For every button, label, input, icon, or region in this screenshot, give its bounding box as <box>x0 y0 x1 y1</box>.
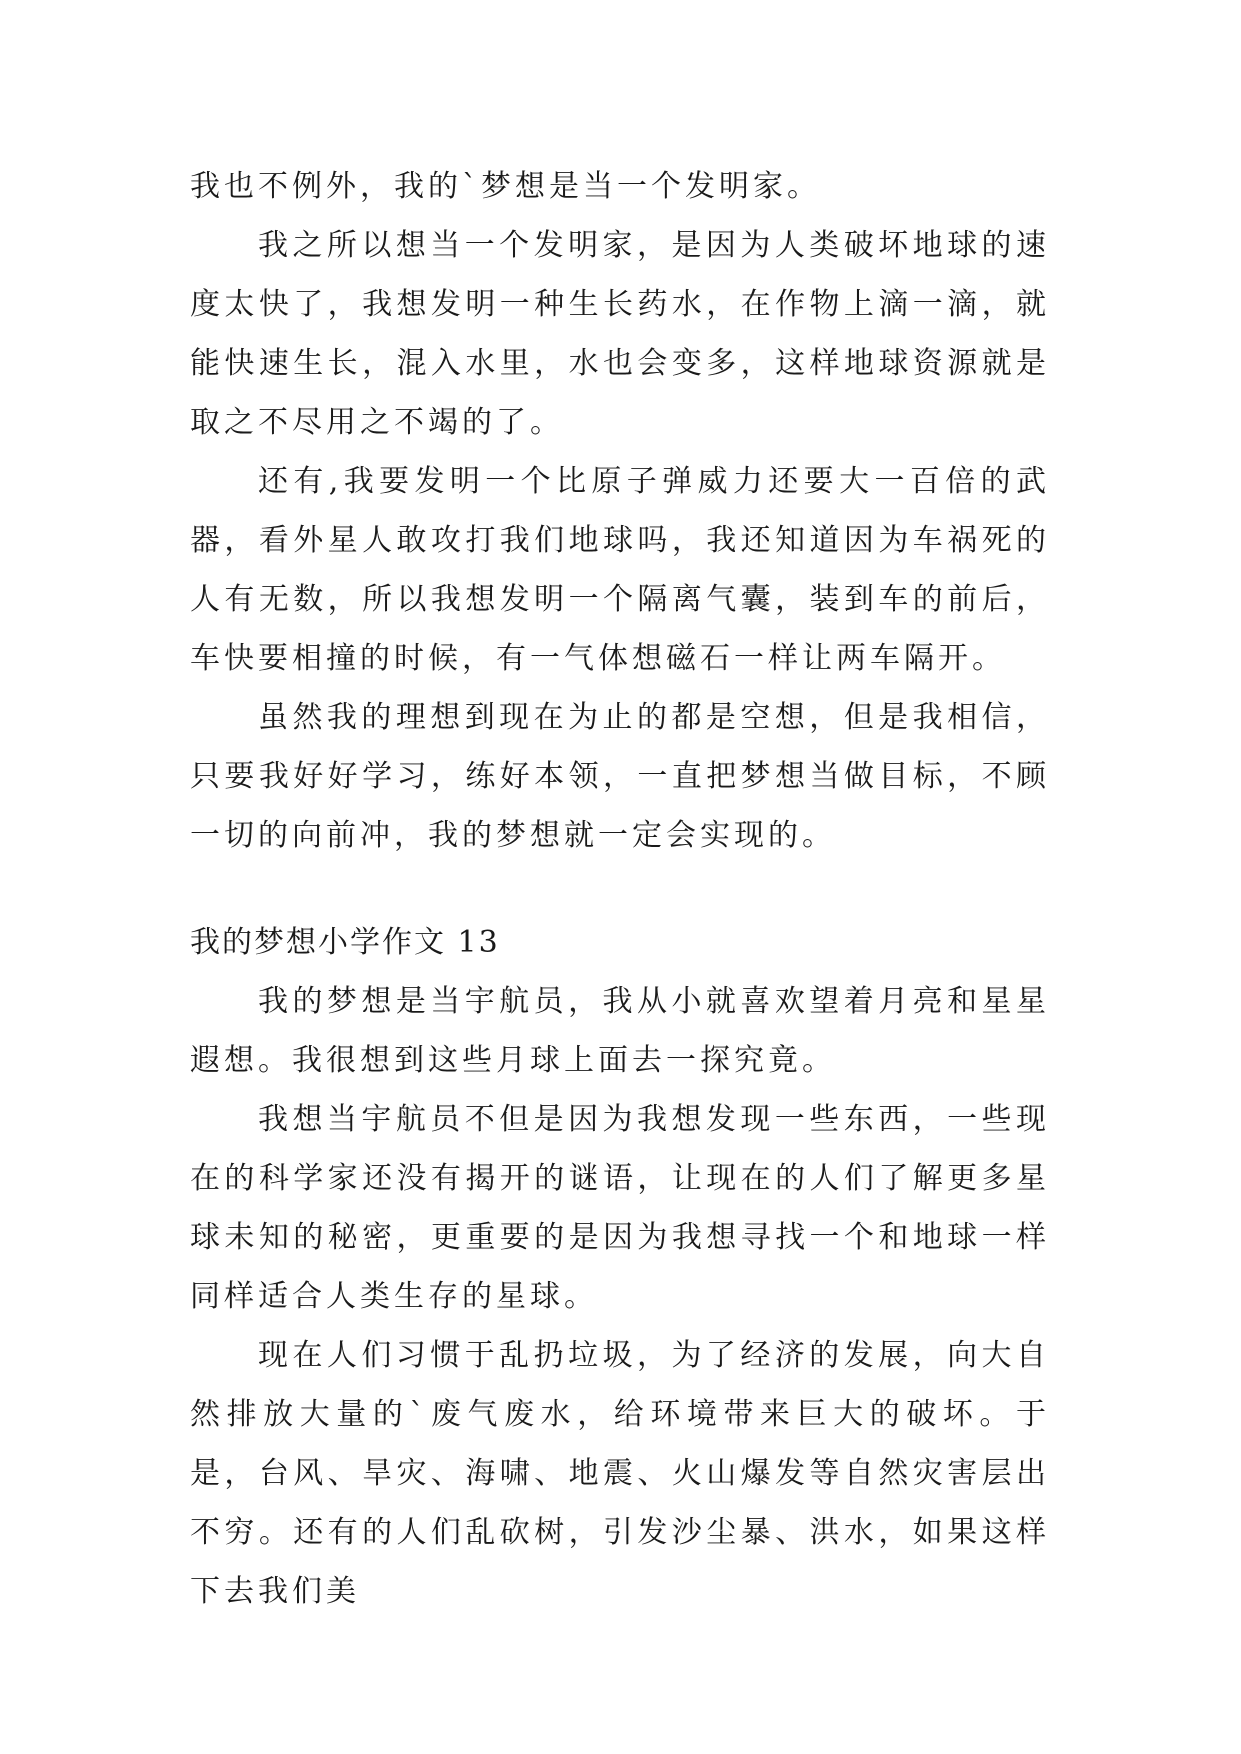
paragraph: 我想当宇航员不但是因为我想发现一些东西，一些现在的科学家还没有揭开的谜语，让现在的人们了解更多星球未知的秘密，更重要的是因为我想寻找一个和地球一样同样适合人类生存的星球。 <box>190 1102 1050 1314</box>
essay-title: 我的梦想小学作文 13 <box>190 925 500 960</box>
paragraph: 我的梦想是当宇航员，我从小就喜欢望着月亮和星星遐想。我很想到这些月球上面去一探究竟。 <box>190 984 1050 1078</box>
essay-13 <box>190 913 1050 1621</box>
paragraph: 虽然我的理想到现在为止的都是空想，但是我相信，只要我好好学习，练好本领，一直把梦想当做目标，不顾一切的向前冲，我的梦想就一定会实现的。 <box>190 700 1050 853</box>
essay-continuation <box>190 157 1050 865</box>
paragraph: 还有,我要发明一个比原子弹威力还要大一百倍的武器，看外星人敢攻打我们地球吗，我还知道因为车祸死的人有无数，所以我想发明一个隔离气囊，装到车的前后，车快要相撞的时候，有一气体想磁石一样让两车隔开。 <box>190 464 1050 676</box>
paragraph: 我之所以想当一个发明家，是因为人类破坏地球的速度太快了，我想发明一种生长药水，在作物上滴一滴，就能快速生长，混入水里，水也会变多，这样地球资源就是取之不尽用之不竭的了。 <box>190 228 1050 440</box>
paragraph: 我也不例外，我的`梦想是当一个发明家。 <box>190 169 821 204</box>
paragraph: 现在人们习惯于乱扔垃圾，为了经济的发展，向大自然排放大量的`废气废水，给环境带来巨大的破坏。于是，台风、旱灾、海啸、地震、火山爆发等自然灾害层出不穷。还有的人们乱砍树，引发沙尘暴、洪水，如果这样下去我们美 <box>190 1338 1050 1609</box>
